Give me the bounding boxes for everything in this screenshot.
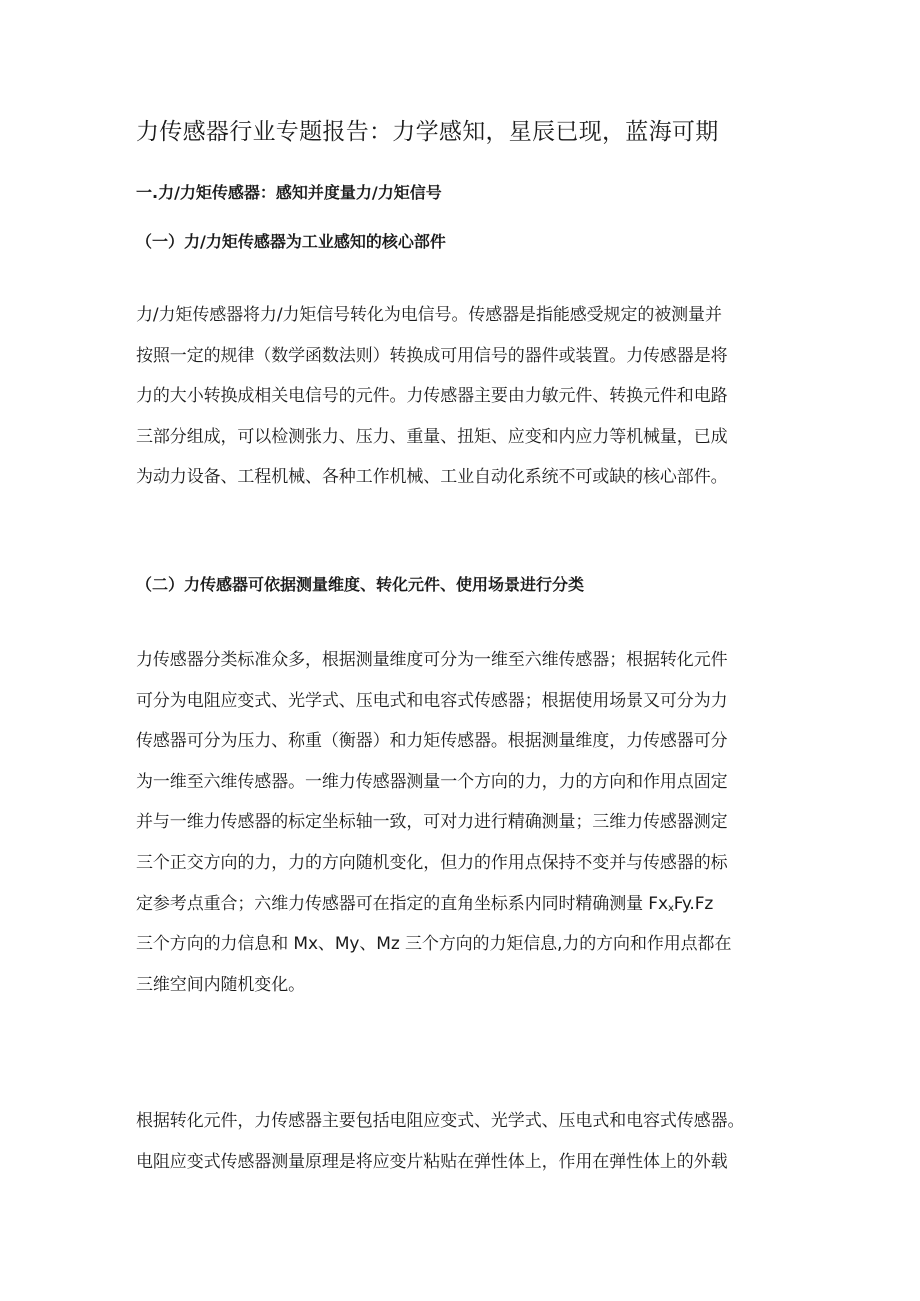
paragraph-line: 为一维至六维传感器。一维力传感器测量一个方向的力，力的方向和作用点固定	[136, 771, 728, 792]
paragraph-3	[136, 1101, 796, 1182]
paragraph-line-tail: Fy.Fz	[673, 893, 714, 914]
document-title: 力传感器行业专题报告：力学感知，星辰已现，蓝海可期	[136, 119, 719, 145]
paragraph-line-text: 定参考点重合；六维力传感器可在指定的直角坐标系内同时精确测量 Fx	[136, 893, 668, 914]
subsection-heading-1: （一）力/力矩传感器为工业感知的核心部件	[136, 232, 446, 251]
paragraph-line: 三个方向的力信息和 Mx、My、Mz 三个方向的力矩信息,力的方向和作用点都在	[136, 934, 732, 955]
subscript-x: x	[667, 902, 674, 914]
paragraph-line	[136, 884, 796, 925]
paragraph-line: 三维空间内随机变化。	[136, 974, 305, 995]
paragraph-line: 根据转化元件，力传感器主要包括电阻应变式、光学式、压电式和电容式传感器。	[136, 1111, 745, 1131]
paragraph-line: 力的大小转换成相关电信号的元件。力传感器主要由力敏元件、转换元件和电路	[136, 386, 728, 407]
paragraph-line: 电阻应变式传感器测量原理是将应变片粘贴在弹性体上，作用在弹性体上的外载	[136, 1151, 728, 1172]
paragraph-line: 并与一维力传感器的标定坐标轴一致，可对力进行精确测量；三维力传感器测定	[136, 812, 728, 833]
paragraph-line: 三个正交方向的力，力的方向随机变化，但力的作用点保持不变并与传感器的标	[136, 852, 728, 873]
paragraph-line: 可分为电阻应变式、光学式、压电式和电容式传感器；根据使用场景又可分为力	[136, 690, 728, 711]
paragraph-1	[136, 295, 796, 498]
paragraph-line: 三部分组成，可以检测张力、压力、重量、扭矩、应变和内应力等机械量，已成	[136, 426, 728, 447]
paragraph-line: 传感器可分为压力、称重（衡器）和力矩传感器。根据测量维度，力传感器可分	[136, 731, 728, 752]
section-heading: 一.力/力矩传感器：感知并度量力/力矩信号	[136, 183, 442, 202]
subsection-heading-2: （二）力传感器可依据测量维度、转化元件、使用场景进行分类	[136, 575, 585, 594]
paragraph-2	[136, 640, 796, 1005]
paragraph-line: 为动力设备、工程机械、各种工作机械、工业自动化系统不可或缺的核心部件。	[136, 467, 728, 488]
paragraph-line: 力/力矩传感器将力/力矩信号转化为电信号。传感器是指能感受规定的被测量并	[136, 305, 722, 325]
paragraph-line: 按照一定的规律（数学函数法则）转换成可用信号的器件或装置。力传感器是将	[136, 345, 728, 366]
paragraph-line: 力传感器分类标准众多，根据测量维度可分为一维至六维传感器；根据转化元件	[136, 650, 728, 670]
